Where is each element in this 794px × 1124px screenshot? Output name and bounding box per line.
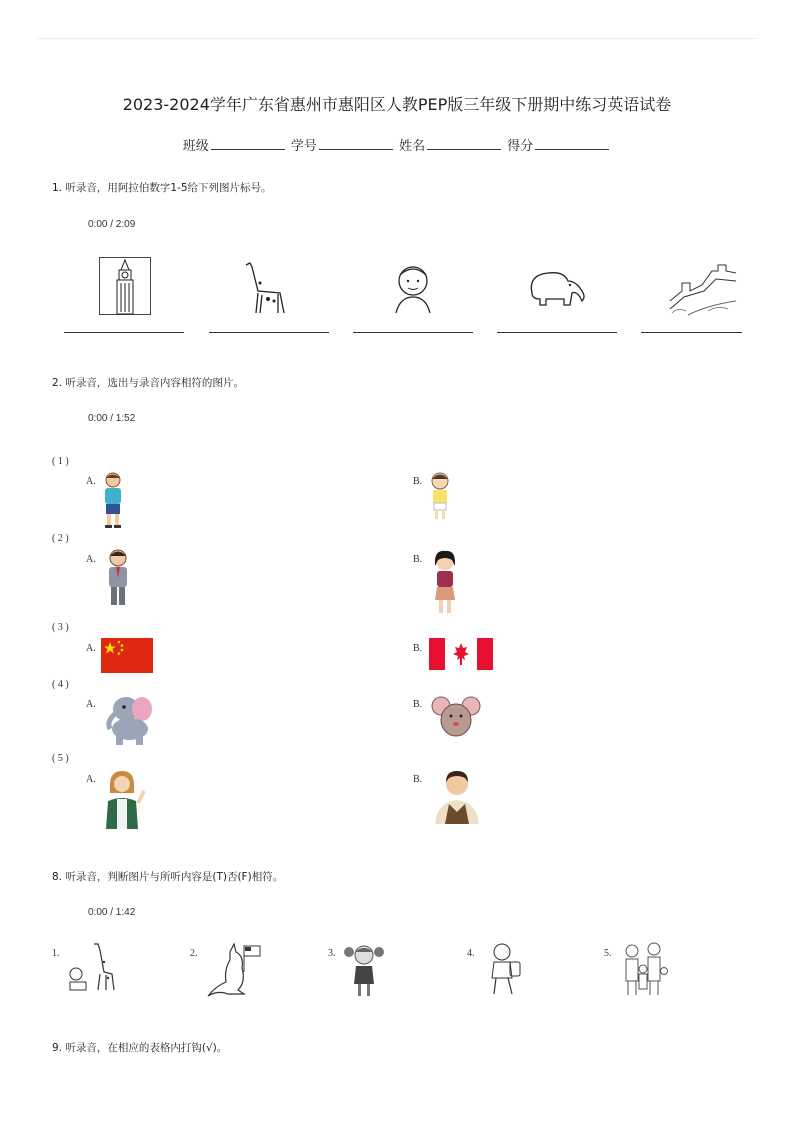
header-divider — [36, 38, 758, 39]
great-wall-icon — [668, 261, 738, 317]
q2-item-4-option-a[interactable]: A. — [86, 699, 96, 710]
family-icon — [620, 941, 670, 997]
question-1-text: 1. 听录音，用阿拉伯数字1-5给下列图片标号。 — [52, 182, 272, 194]
q8-label-1: 1. — [52, 948, 60, 959]
q2-item-2-number: ( 2 ) — [52, 533, 69, 544]
boy-backpack-icon — [486, 942, 522, 998]
class-blank[interactable] — [211, 137, 285, 150]
page-title: 2023-2024学年广东省惠州市惠阳区人教PEP版三年级下册期中练习英语试卷 — [122, 95, 672, 114]
number-label: 学号 — [290, 139, 317, 154]
name-label: 姓名 — [399, 139, 426, 154]
score-blank[interactable] — [535, 137, 609, 150]
teacher-man-icon — [431, 768, 483, 824]
q2-item-4-option-b[interactable]: B. — [413, 699, 423, 710]
q2-item-2-option-a[interactable]: A. — [86, 554, 96, 565]
q2-item-3-option-a[interactable]: A. — [86, 643, 96, 654]
student-info-line — [0, 135, 794, 154]
girl-sketch-icon — [343, 942, 385, 998]
giraffe-icon — [240, 261, 290, 316]
q8-label-5: 5. — [604, 948, 612, 959]
q2-item-5-option-b[interactable]: B. — [413, 774, 423, 785]
q1-answer-line-5[interactable] — [641, 332, 742, 333]
q1-answer-line-3[interactable] — [353, 332, 473, 333]
kangaroo-icon — [204, 942, 262, 998]
score-label: 得分 — [507, 139, 534, 154]
grandma-icon — [388, 259, 438, 315]
audio-player-2[interactable]: 0:00 / 1:52 — [88, 413, 136, 424]
q8-label-4: 4. — [467, 948, 475, 959]
q2-item-1-number: ( 1 ) — [52, 456, 69, 467]
q2-item-1-option-b[interactable]: B. — [413, 476, 423, 487]
small-boy-icon — [427, 471, 453, 521]
elephant-icon — [524, 263, 590, 309]
question-8-text: 8. 听录音，判断图片与所听内容是(T)否(F)相符。 — [52, 871, 284, 883]
q1-answer-line-1[interactable] — [64, 332, 184, 333]
q8-label-3: 3. — [328, 948, 336, 959]
q1-answer-line-2[interactable] — [209, 332, 329, 333]
audio-player-8[interactable]: 0:00 / 1:42 — [88, 907, 136, 918]
man-icon — [103, 548, 133, 608]
q2-item-5-number: ( 5 ) — [52, 753, 69, 764]
class-label: 班级 — [182, 139, 209, 154]
audio-player-1[interactable]: 0:00 / 2:09 — [88, 219, 136, 230]
china-flag-icon — [101, 638, 153, 673]
number-blank[interactable] — [319, 137, 393, 150]
canada-flag-icon — [429, 638, 493, 670]
girl-icon — [430, 550, 460, 616]
question-2-text: 2. 听录音，选出与录音内容相符的图片。 — [52, 377, 244, 389]
big-ben-icon — [99, 257, 151, 315]
giraffe-cub-icon — [66, 942, 120, 992]
mouse-icon — [431, 694, 481, 742]
q2-item-3-number: ( 3 ) — [52, 622, 69, 633]
q8-label-2: 2. — [190, 948, 198, 959]
q2-item-1-option-a[interactable]: A. — [86, 476, 96, 487]
q2-item-4-number: ( 4 ) — [52, 679, 69, 690]
q1-answer-line-4[interactable] — [497, 332, 617, 333]
boy-icon — [100, 471, 126, 529]
q2-item-2-option-b[interactable]: B. — [413, 554, 423, 565]
q2-item-3-option-b[interactable]: B. — [413, 643, 423, 654]
q2-item-5-option-a[interactable]: A. — [86, 774, 96, 785]
name-blank[interactable] — [427, 137, 501, 150]
woman-icon — [100, 769, 148, 829]
cartoon-elephant-icon — [104, 693, 156, 747]
question-9-text: 9. 听录音，在相应的表格内打钩(√)。 — [52, 1042, 228, 1054]
